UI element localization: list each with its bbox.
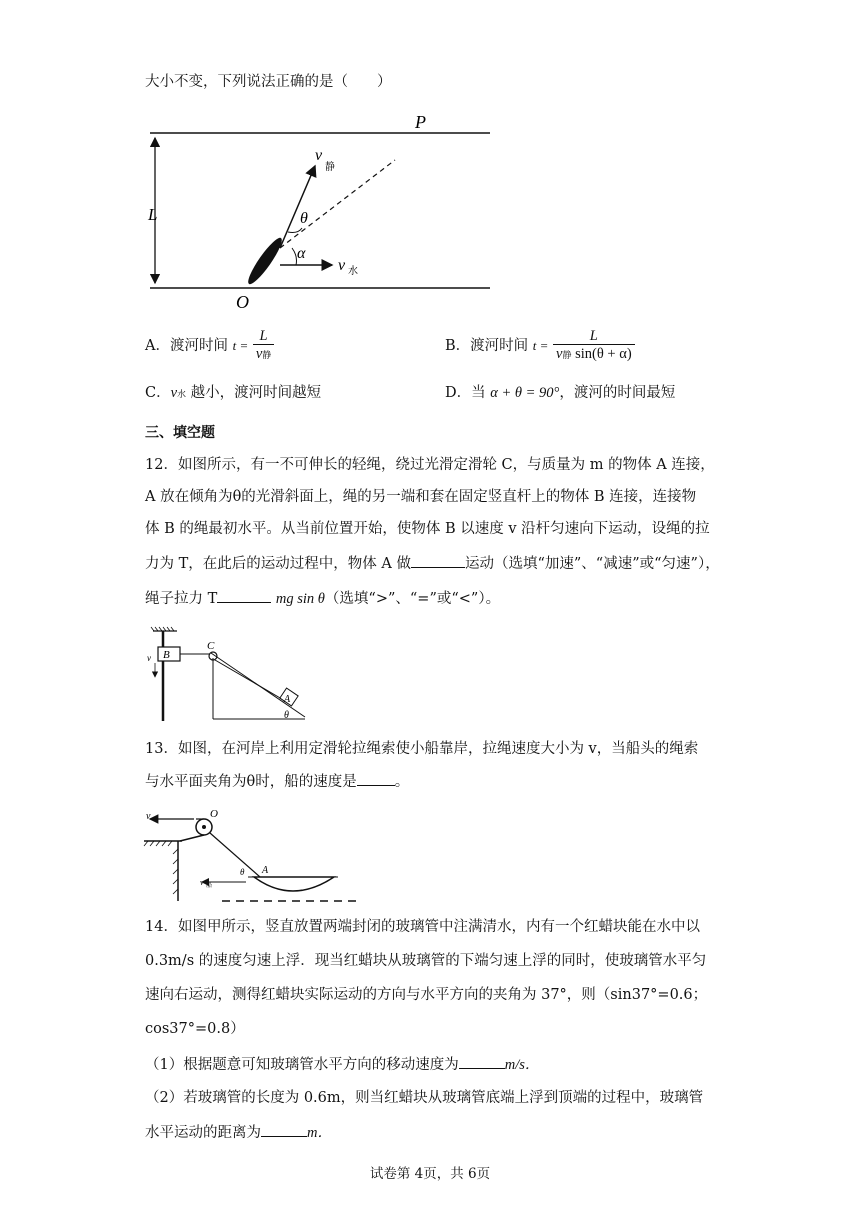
label-v-water-sub: 水 — [348, 266, 358, 277]
svg-text:θ: θ — [284, 710, 289, 721]
q14-line2: 0.3m/s 的速度匀速上浮．现当红蜡块从玻璃管的下端匀速上浮的同时，使玻璃管水平匀 — [145, 953, 707, 969]
option-a-label: A．渡河时间 — [145, 338, 228, 354]
q14-sub1: （1）根据题意可知玻璃管水平方向的移动速度为 m/s． — [145, 1054, 800, 1075]
option-b-label: B．渡河时间 — [445, 338, 529, 354]
label-v-water: v — [338, 257, 346, 274]
question-intro-line: 大小不变，下列说法正确的是（ ） — [145, 74, 392, 90]
q12-line2: A 放在倾角为θ的光滑斜面上，绳的另一端和套在固定竖直杆上的物体 B 连接，连接物 — [145, 489, 697, 505]
svg-text:v: v — [147, 653, 151, 663]
option-c[interactable]: C．v水 越小，渡河时间越短 — [145, 385, 322, 401]
page-footer: 试卷第 4页，共 6页 — [369, 1166, 491, 1182]
q14-sub2-line2: 水平运动的距离为 m． — [145, 1122, 800, 1143]
q14-line1: 14．如图甲所示，竖直放置两端封闭的玻璃管中注满清水，内有一个红蜡块能在水中以 — [145, 919, 700, 935]
boat-shape — [244, 235, 286, 288]
v-still-arrow — [280, 166, 315, 248]
option-a-t: t = — [232, 338, 249, 353]
q12-blank-2[interactable] — [217, 588, 271, 603]
q12-line1: 12．如图所示，有一不可伸长的轻绳，绕过光滑定滑轮 C，与质量为 m 的物体 A 连接， — [145, 457, 715, 473]
svg-text:v: v — [146, 811, 151, 822]
svg-text:C: C — [207, 640, 215, 652]
q14-line4: cos37°=0.8） — [145, 1021, 245, 1037]
svg-text:v: v — [200, 878, 204, 887]
q13-line2: 与水平面夹角为θ时，船的速度是 。 — [145, 771, 800, 792]
label-alpha: α — [297, 245, 306, 262]
q12-blank-1[interactable] — [411, 553, 465, 568]
river-crossing-figure — [140, 108, 500, 313]
label-O: O — [236, 292, 249, 312]
q14-line3: 速向右运动，测得红蜡块实际运动的方向与水平方向的夹角为 37°，则（sin37°=0.6； — [145, 987, 708, 1003]
svg-text:O: O — [210, 808, 218, 820]
q12-line5: 绳子拉力 T mg sin θ（选填“>”、“=”或“<”）。 — [145, 588, 800, 609]
option-b-fraction: $\frac{L}{\text{v静 sin(θ + α)}}$ — [553, 328, 635, 364]
label-P: P — [415, 112, 426, 132]
boat-pulley-figure — [142, 805, 367, 905]
q12-line3: 体 B 的绳最初水平。从当前位置开始，使物体 B 以速度 v 沿杆匀速向下运动，设绳的拉 — [145, 521, 710, 537]
label-theta: θ — [300, 210, 308, 227]
label-L: L — [148, 205, 158, 224]
svg-text:θ: θ — [240, 867, 245, 877]
q13-line1: 13．如图，在河岸上利用定滑轮拉绳索使小船靠岸，拉绳速度大小为 v，当船头的绳索 — [145, 741, 699, 757]
svg-text:A: A — [284, 694, 291, 705]
pulley-incline-figure — [145, 625, 315, 723]
option-b[interactable] — [445, 328, 635, 364]
q12-line4: 力为 T，在此后的运动过程中，物体 A 做 运动（选填“加速”、“减速”或“匀速”）， — [145, 553, 800, 574]
q13-blank[interactable] — [357, 771, 395, 786]
label-v-still: v — [315, 147, 323, 164]
option-d[interactable]: D．当 α + θ = 90°，渡河的时间最短 — [445, 385, 676, 401]
option-a-fraction: $\frac{L}{\text{v静}}$ — [253, 328, 274, 364]
svg-text:A: A — [262, 865, 269, 876]
option-b-t: t = — [532, 338, 549, 353]
resultant-dashed-line — [280, 160, 395, 248]
svg-text:船: 船 — [206, 883, 213, 889]
option-a[interactable] — [145, 328, 274, 364]
q14-blank-2[interactable] — [261, 1122, 307, 1137]
label-v-still-sub: 静 — [325, 162, 335, 173]
svg-text:B: B — [163, 649, 170, 661]
q14-blank-1[interactable] — [459, 1054, 505, 1069]
section-title: 三、填空题 — [145, 425, 215, 441]
q14-sub2-line1: （2）若玻璃管的长度为 0.6m，则当红蜡块从玻璃管底端上浮到顶端的过程中，玻璃管 — [145, 1090, 704, 1106]
